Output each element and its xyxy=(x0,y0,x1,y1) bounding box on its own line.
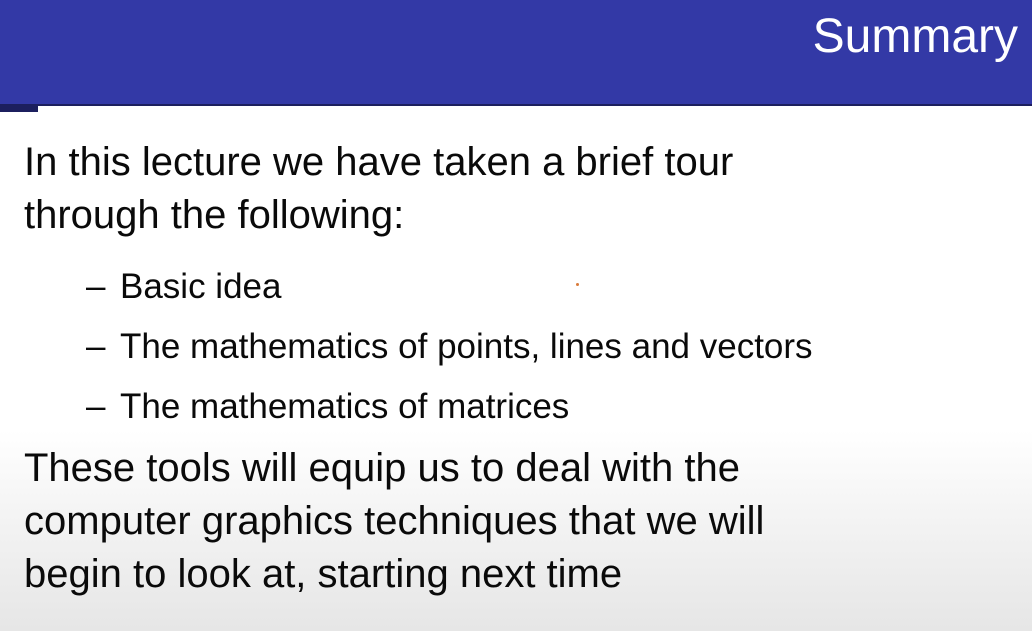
bullet-text: Basic idea xyxy=(120,267,282,306)
bullet-item xyxy=(86,317,813,377)
intro-line: through the following: xyxy=(24,193,405,237)
pointer-dot xyxy=(576,283,579,286)
closing-line: computer graphics techniques that we will xyxy=(24,499,765,543)
intro-line: In this lecture we have taken a brief tour xyxy=(24,140,734,184)
bullet-item xyxy=(86,377,813,437)
slide-title: Summary xyxy=(812,10,1018,63)
dash-bullet-marker: – xyxy=(86,387,106,426)
bullet-text: The mathematics of points, lines and vectors xyxy=(120,327,813,366)
dash-bullet-marker: – xyxy=(86,327,106,366)
closing-line: These tools will equip us to deal with the xyxy=(24,446,740,490)
closing-line: begin to look at, starting next time xyxy=(24,552,623,596)
dash-bullet-marker: – xyxy=(86,267,106,306)
intro-paragraph xyxy=(24,136,733,242)
bullet-text: The mathematics of matrices xyxy=(120,387,570,426)
bullet-item xyxy=(86,257,813,317)
header-accent-divider xyxy=(0,106,38,112)
topic-bullet-list xyxy=(86,257,813,437)
closing-paragraph xyxy=(24,442,764,601)
slide-header-bar xyxy=(0,0,1032,106)
